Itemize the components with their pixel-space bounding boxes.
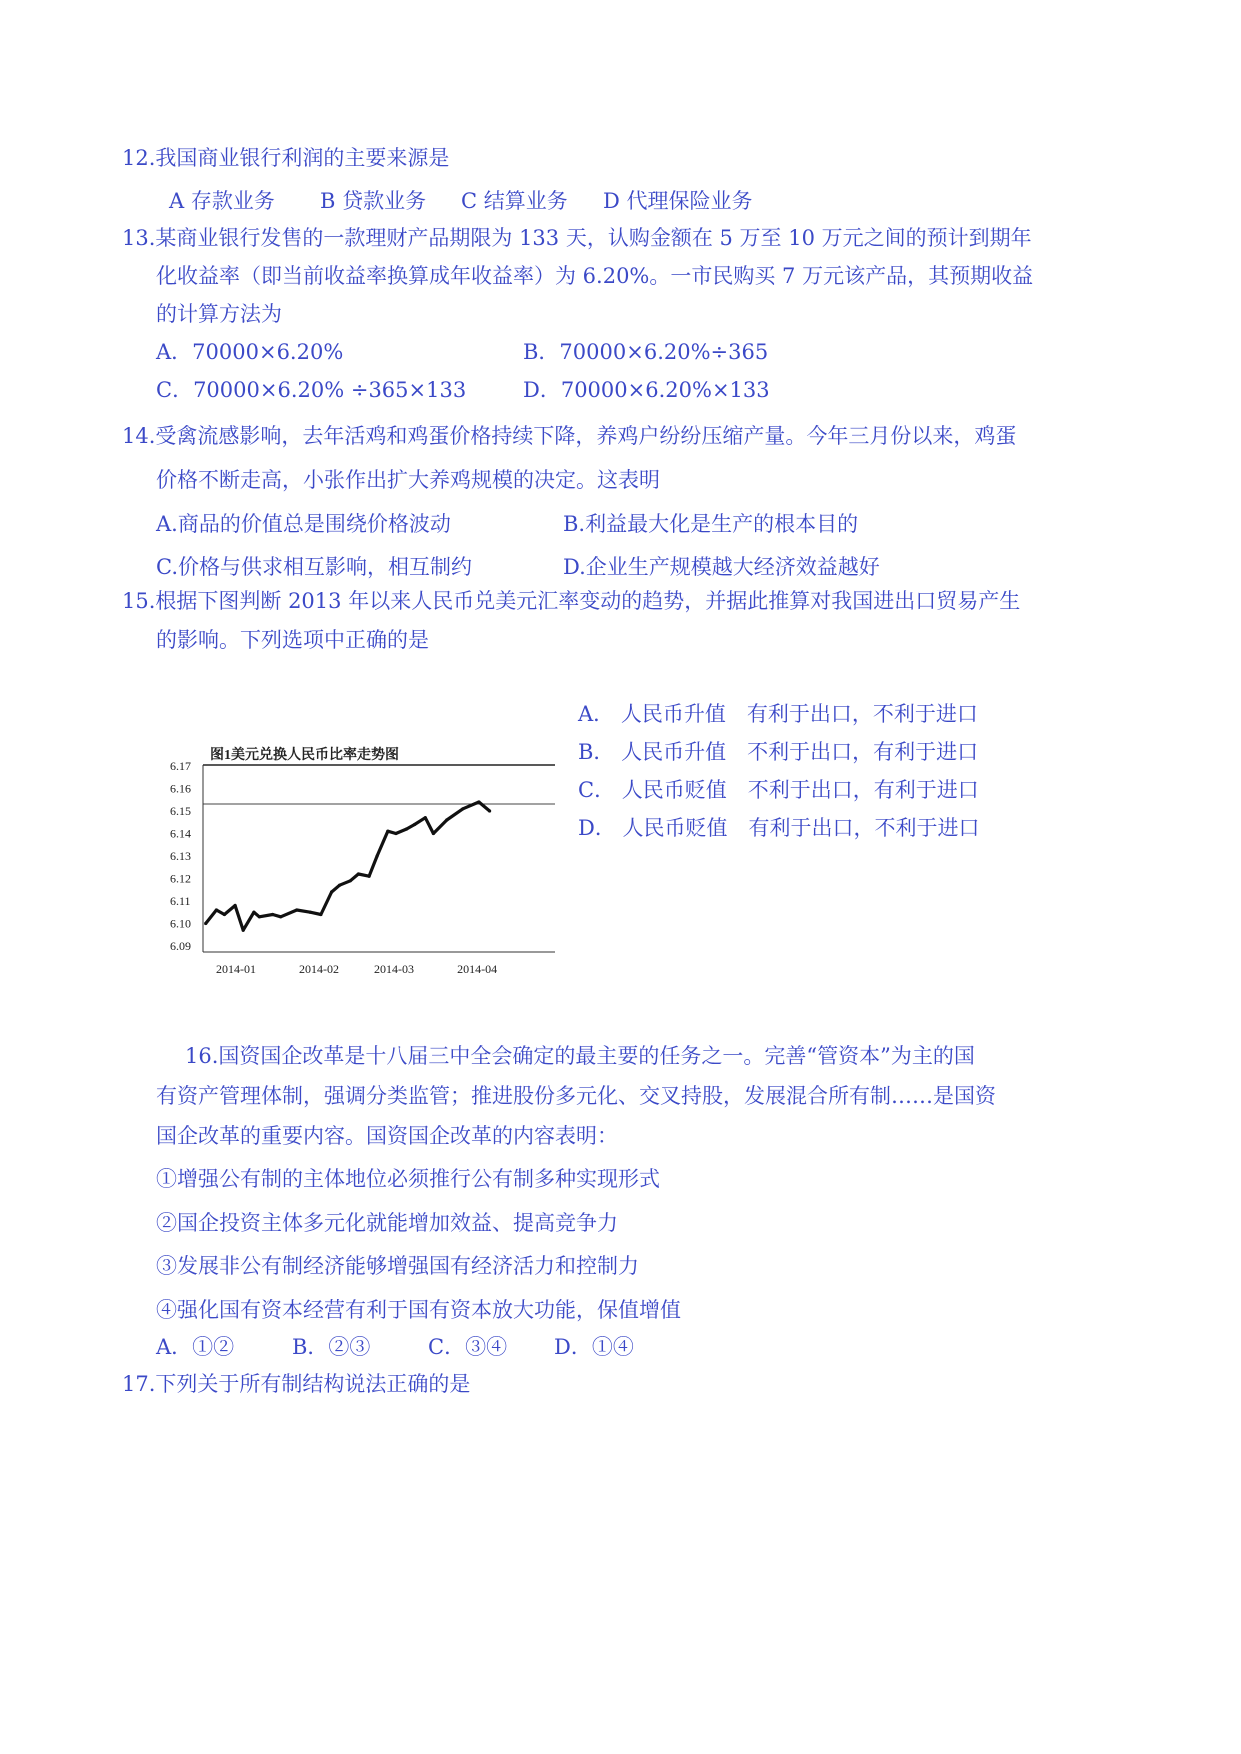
series-point	[477, 800, 480, 803]
q13-line3: 的计算方法为	[156, 302, 282, 326]
series-point	[279, 915, 282, 918]
series-point	[234, 904, 237, 907]
series-point	[368, 875, 371, 878]
q14-line2: 价格不断走高，小张作出扩大养鸡规模的决定。这表明	[156, 468, 660, 492]
y-tick-label: 6.14	[170, 826, 191, 841]
q16-line1: 16.国资国企改革是十八届三中全会确定的最主要的任务之一。完善“管资本”为主的国	[185, 1044, 975, 1068]
series-point	[445, 818, 448, 821]
x-tick-label: 2014-04	[457, 962, 498, 976]
q15-line2: 的影响。下列选项中正确的是	[156, 628, 429, 652]
q14-option-b: B.利益最大化是生产的根本目的	[563, 512, 859, 536]
series-point	[295, 908, 298, 911]
series-point	[424, 816, 427, 819]
q16-item-2: ②国企投资主体多元化就能增加效益、提高竞争力	[156, 1211, 618, 1235]
exchange-rate-chart	[170, 740, 565, 985]
x-tick-label: 2014-03	[374, 962, 415, 976]
q15-option-c: C． 人民币贬值 不利于出口，有利于进口	[578, 778, 979, 802]
q16-item-4: ④强化国有资本经营有利于国有资本放大功能，保值增值	[156, 1298, 681, 1322]
q13-option-c: C．70000×6.20% ÷365×133	[156, 378, 467, 402]
q13-option-b: B．70000×6.20%÷365	[523, 340, 769, 364]
series-point	[204, 922, 207, 925]
q12-option-d: D 代理保险业务	[603, 189, 753, 213]
q14-option-a: A.商品的价值总是围绕价格波动	[156, 512, 451, 536]
series-point	[258, 915, 261, 918]
q16-line2: 有资产管理体制，强调分类监管；推进股份多元化、交叉持股，发展混合所有制……是国资	[156, 1084, 996, 1108]
series-point	[357, 872, 360, 875]
y-tick-label: 6.17	[170, 759, 191, 773]
q16-item-3: ③发展非公有制经济能够增强国有经济活力和控制力	[156, 1254, 639, 1278]
series-point	[271, 913, 274, 916]
chart-title: 图1美元兑换人民币比率走势图	[210, 748, 399, 763]
q16-option-c: C．③④	[428, 1335, 508, 1359]
series-point	[386, 830, 389, 833]
q12-option-b: B 贷款业务	[320, 189, 427, 213]
y-tick-label: 6.09	[170, 939, 191, 953]
series-point	[376, 854, 379, 857]
series-point	[461, 807, 464, 810]
q16-line3: 国企改革的重要内容。国资国企改革的内容表明：	[156, 1124, 618, 1148]
x-tick-label: 2014-01	[216, 962, 256, 976]
series-point	[405, 827, 408, 830]
q16-option-b: B．②③	[292, 1335, 371, 1359]
series-point	[252, 911, 255, 914]
series-point	[223, 913, 226, 916]
q12-option-c: C 结算业务	[461, 189, 568, 213]
series-point	[432, 832, 435, 835]
series-point	[215, 908, 218, 911]
series-point	[242, 929, 245, 932]
q15-option-a: A． 人民币升值 有利于出口，不利于进口	[578, 702, 978, 726]
x-tick-label: 2014-02	[299, 962, 340, 976]
q15-option-d: D． 人民币贬值 有利于出口，不利于进口	[578, 816, 980, 840]
series-point	[338, 884, 341, 887]
series-point	[309, 911, 312, 914]
y-tick-label: 6.11	[170, 894, 191, 908]
series-point	[319, 913, 322, 916]
y-tick-label: 6.13	[170, 849, 191, 863]
exchange-rate-chart-svg	[170, 740, 565, 985]
q12-option-a: A 存款业务	[169, 189, 275, 213]
q17-stem: 17.下列关于所有制结构说法正确的是	[122, 1372, 471, 1396]
y-tick-label: 6.12	[170, 871, 191, 886]
q14-option-d: D.企业生产规模越大经济效益越好	[563, 555, 880, 579]
y-tick-label: 6.16	[170, 781, 191, 796]
q13-option-a: A．70000×6.20%	[156, 340, 344, 364]
q13-line2: 化收益率（即当前收益率换算成年收益率）为 6.20%。一市民购买 7 万元该产品，其预期收益	[156, 264, 1034, 288]
q16-option-d: D．①④	[554, 1335, 634, 1359]
q15-option-b: B． 人民币升值 不利于出口，有利于进口	[578, 740, 979, 764]
q13-line1: 13.某商业银行发售的一款理财产品期限为 133 天，认购金额在 5 万至 10 万元之间的预计到期年	[122, 226, 1032, 250]
series-point	[394, 832, 397, 835]
q13-option-d: D．70000×6.20%×133	[523, 378, 770, 402]
q14-option-c: C.价格与供求相互影响，相互制约	[156, 555, 472, 579]
series-point	[488, 809, 491, 812]
series-point	[413, 823, 416, 826]
y-tick-label: 6.10	[170, 916, 191, 931]
series-point	[349, 879, 352, 882]
q16-item-1: ①增强公有制的主体地位必须推行公有制多种实现形式	[156, 1167, 660, 1191]
q12-stem: 12.我国商业银行利润的主要来源是	[122, 146, 450, 170]
series-point	[330, 890, 333, 893]
q15-line1: 15.根据下图判断 2013 年以来人民币兑美元汇率变动的趋势，并据此推算对我国进出口贸易产生	[122, 589, 1021, 613]
q14-line1: 14.受禽流感影响，去年活鸡和鸡蛋价格持续下降，养鸡户纷纷压缩产量。今年三月份以来，鸡蛋	[122, 424, 1017, 448]
q16-option-a: A．①②	[156, 1335, 235, 1359]
y-tick-label: 6.15	[170, 804, 191, 818]
